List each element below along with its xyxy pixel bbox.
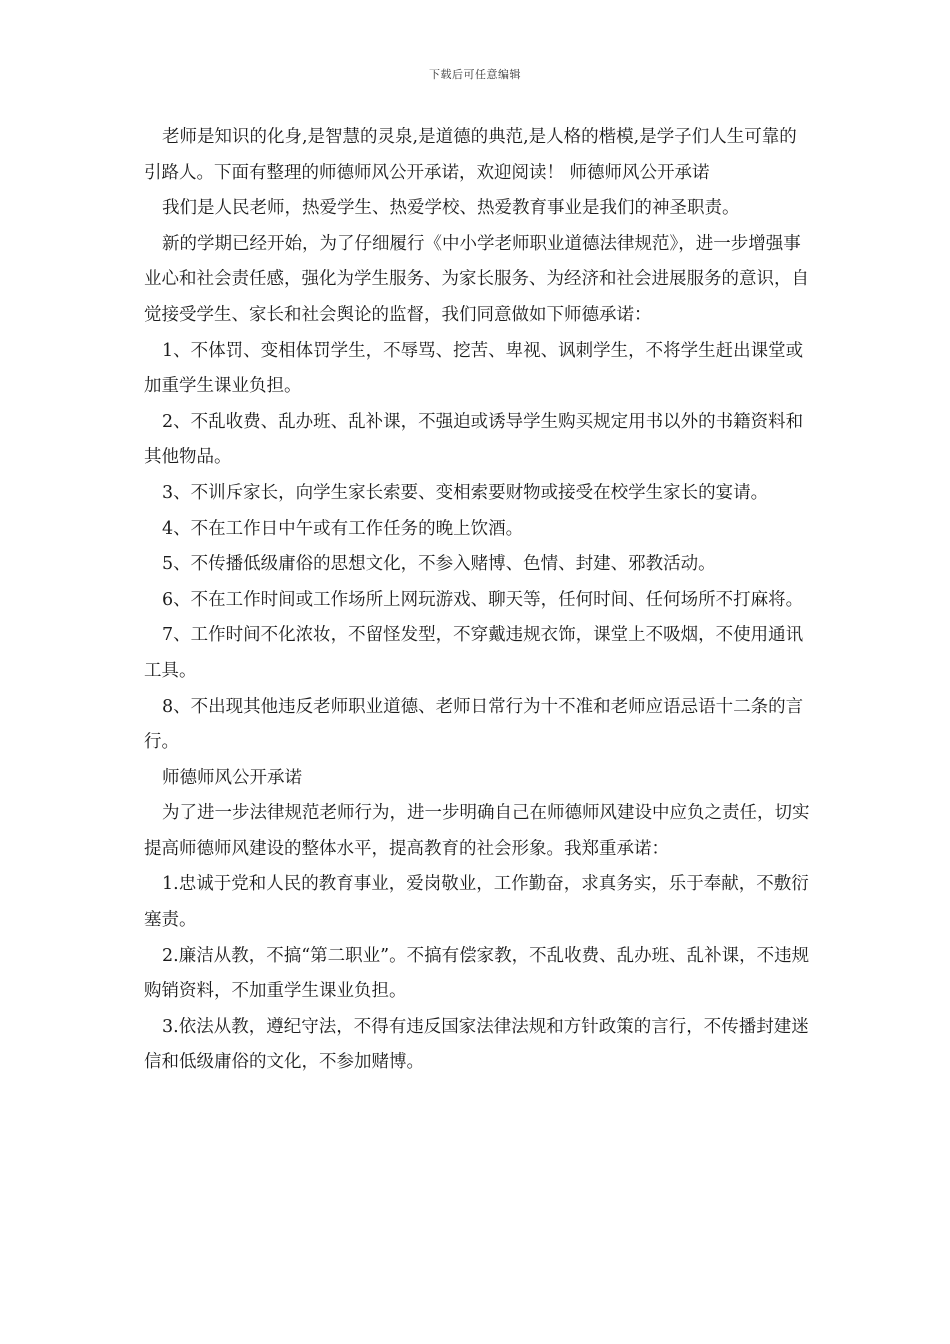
document-body (144, 120, 814, 1081)
list-item: 1.忠诚于党和人民的教育事业，爱岗敬业，工作勤奋，求真务实，乐于奉献，不敷衍塞责。 (144, 874, 809, 931)
list-item: 7、工作时间不化浓妆，不留怪发型，不穿戴违规衣饰，课堂上不吸烟，不使用通讯工具。 (144, 625, 804, 681)
paragraph-new-term: 新的学期已经开始，为了仔细履行《中小学老师职业道德法律规范》，进一步增强事业心和社会责任感，强化为学生服务、为家长服务、为经济和社会进展服务的意识，自觉接受学生、家长和社会舆论的监督，我们同意做如下师德承诺： (144, 233, 809, 325)
list-item: 5、不传播低级庸俗的思想文化，不参入赌博、色情、封建、邪教活动。 (162, 554, 716, 575)
list-item: 2.廉洁从教，不搞“第二职业”。不搞有偿家教，不乱收费、乱办班、乱补课，不违规购销资料，不加重学生课业负担。 (144, 945, 810, 1002)
list-item: 8、不出现其他违反老师职业道德、老师日常行为十不准和老师应语忌语十二条的言行。 (144, 696, 804, 753)
list-item: 3.依法从教，遵纪守法，不得有违反国家法律法规和方针政策的言行，不传播封建迷信和低级庸俗的文化，不参加赌博。 (144, 1016, 809, 1073)
paragraph-pledge-intro: 为了进一步法律规范老师行为，进一步明确自己在师德师风建设中应负之责任，切实提高师德师风建设的整体水平，提高教育的社会形象。我郑重承诺： (144, 803, 810, 859)
list-item: 1、不体罚、变相体罚学生，不辱骂、挖苦、卑视、讽刺学生，不将学生赶出课堂或加重学生课业负担。 (144, 340, 804, 397)
page-header: 下载后可任意编辑 (429, 68, 521, 81)
list-item: 3、不训斥家长，向学生家长索要、变相索要财物或接受在校学生家长的宴请。 (162, 482, 769, 503)
list-item: 2、不乱收费、乱办班、乱补课，不强迫或诱导学生购买规定用书以外的书籍资料和其他物品。 (144, 411, 804, 468)
list-item: 6、不在工作时间或工作场所上网玩游戏、聊天等，任何时间、任何场所不打麻将。 (162, 589, 804, 610)
paragraph-duty: 我们是人民老师，热爱学生、热爱学校、热爱教育事业是我们的神圣职责。 (162, 198, 740, 219)
list-item: 4、不在工作日中午或有工作任务的晚上饮酒。 (162, 518, 524, 539)
paragraph-intro: 老师是知识的化身,是智慧的灵泉,是道德的典范,是人格的楷模,是学子们人生可靠的引路人。下面有整理的师德师风公开承诺，欢迎阅读！ 师德师风公开承诺 (144, 127, 797, 183)
section-heading: 师德师风公开承诺 (162, 767, 302, 788)
